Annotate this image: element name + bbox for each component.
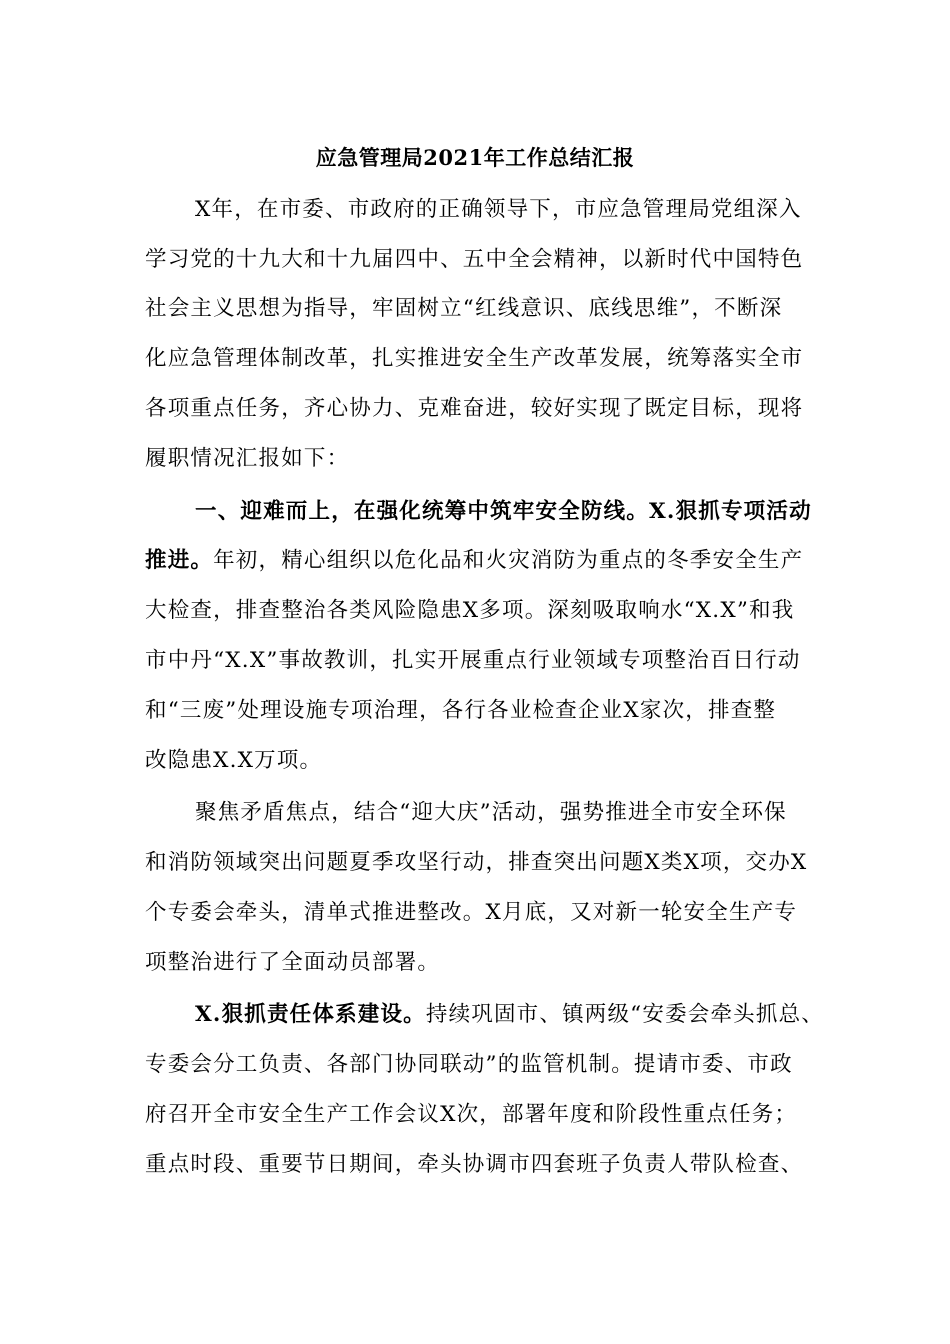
- paragraph-line: 专委会分工负责、各部门协同联动”的监管机制。提请市委、市政: [145, 1052, 793, 1077]
- paragraph-line: 学习党的十九大和十九届四中、五中全会精神，以新时代中国特色: [145, 247, 804, 272]
- subheading-text: 推进。: [145, 548, 214, 573]
- section-heading: 一、迎难而上，在强化统筹中筑牢安全防线。X.狠抓专项活动: [195, 499, 812, 524]
- paragraph-line: [145, 541, 803, 581]
- paragraph-line: [195, 995, 824, 1035]
- paragraph-line: 项整治进行了全面动员部署。: [145, 950, 441, 975]
- paragraph-line: 大检查，排查整治各类风险隐患X多项。深刻吸取响水“X.X”和我: [145, 598, 795, 623]
- paragraph-line: 和消防领域突出问题夏季攻坚行动，排查突出问题X类X项，交办X: [145, 850, 808, 875]
- paragraph-line: 各项重点任务，齐心协力、克难奋进，较好实现了既定目标，现将: [145, 396, 804, 421]
- paragraph-line: 聚焦矛盾焦点，结合“迎大庆”活动，强势推进全市安全环保: [195, 800, 787, 825]
- paragraph-line: 社会主义思想为指导，牢固树立“红线意识、底线思维”，不断深: [145, 296, 783, 321]
- paragraph-line: 个专委会牵头，清单式推进整改。X月底，又对新一轮安全生产专: [145, 900, 798, 925]
- paragraph-text: 持续巩固市、镇两级“安委会牵头抓总、: [425, 1002, 824, 1027]
- paragraph-line: 改隐患X.X万项。: [145, 748, 323, 773]
- paragraph-line: 化应急管理体制改革，扎实推进安全生产改革发展，统筹落实全市: [145, 346, 804, 371]
- paragraph-line: 重点时段、重要节日期间，牵头协调市四套班子负责人带队检查、: [145, 1152, 804, 1177]
- paragraph-line: 市中丹“X.X”事故教训，扎实开展重点行业领域专项整治百日行动: [145, 648, 801, 673]
- document-title: 应急管理局2021年工作总结汇报: [315, 145, 635, 170]
- subheading-text: X.狠抓责任体系建设。: [195, 1002, 426, 1027]
- paragraph-text: 年初，精心组织以危化品和火灾消防为重点的冬季安全生产: [213, 548, 804, 573]
- paragraph-line: 和“三废”处理设施专项治理，各行各业检查企业X家次，排查整: [145, 698, 777, 723]
- paragraph-line: 履职情况汇报如下：: [145, 446, 350, 471]
- paragraph-line: 府召开全市安全生产工作会议X次，部署年度和阶段性重点任务；: [145, 1102, 798, 1127]
- paragraph-line: X年，在市委、市政府的正确领导下，市应急管理局党组深入: [195, 197, 802, 222]
